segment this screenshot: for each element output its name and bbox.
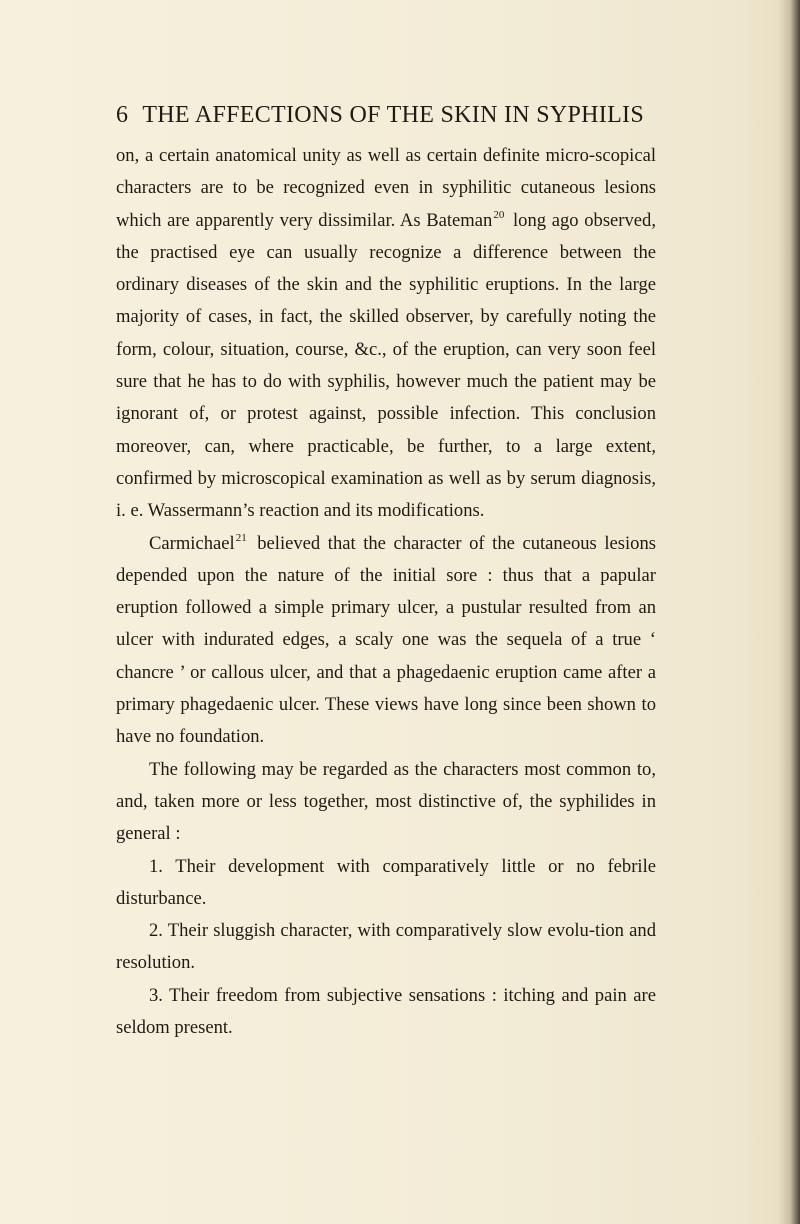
footnote-reference: 20: [493, 209, 505, 222]
body-text: [116, 140, 656, 1044]
list-item: 1. Their development with comparatively little or no febrile disturbance.: [116, 855, 656, 909]
paragraph-text: believed that the character of the cutaneous lesions depended upon the nature of the initial sore : thus that a papular eruption followed a simple primary ulcer, a pustular resulted from an ulcer with indurated edges, a scaly one was the sequela of a true ‘ chancre ’ or callous ulcer, and that a phagedaenic eruption came after a primary phagedaenic ulcer. These views have long since been shown to have no foundation.: [116, 532, 656, 748]
paragraph-characters: The following may be regarded as the characters most common to, and, taken more or less together, most distinctive of, the syphilides in general :: [116, 758, 656, 845]
paragraph-continued: [116, 140, 656, 528]
paragraph-carmichael: [116, 528, 656, 754]
page-number: 6: [116, 102, 129, 128]
paragraph-text: long ago observed, the practised eye can usually recognize a difference between the ordinary diseases of the skin and the syphilitic eruptions. In the large majority of cases, in fact, the skilled observer, by carefully noting the form, colour, situation, course, &c., of the eruption, can very soon feel sure that he has to do with syphilis, however much the patient may be ignorant of, or protest against, possible infection. This conclusion moreover, can, where practicable, be further, to a large extent, confirmed by microscopical examination as well as by serum diagnosis, i. e. Wassermann’s reaction and its modifications.: [116, 209, 656, 522]
running-header: [116, 102, 736, 129]
list-item: 2. Their sluggish character, with comparatively slow evolu-tion and resolution.: [116, 920, 656, 974]
page-edge-shadow: [778, 0, 800, 1224]
list-item: 3. Their freedom from subjective sensations : itching and pain are seldom present.: [116, 984, 656, 1039]
footnote-reference: 21: [235, 532, 247, 545]
running-title: THE AFFECTIONS OF THE SKIN IN SYPHILIS: [142, 102, 644, 128]
paragraph-text: on, a certain anatomical unity as well as certain definite micro-scopical characters are to be recognized even in syphilitic cutaneous lesions which are apparently very dissimilar. As Bateman: [116, 145, 656, 231]
paragraph-text: Carmichael: [149, 532, 235, 554]
